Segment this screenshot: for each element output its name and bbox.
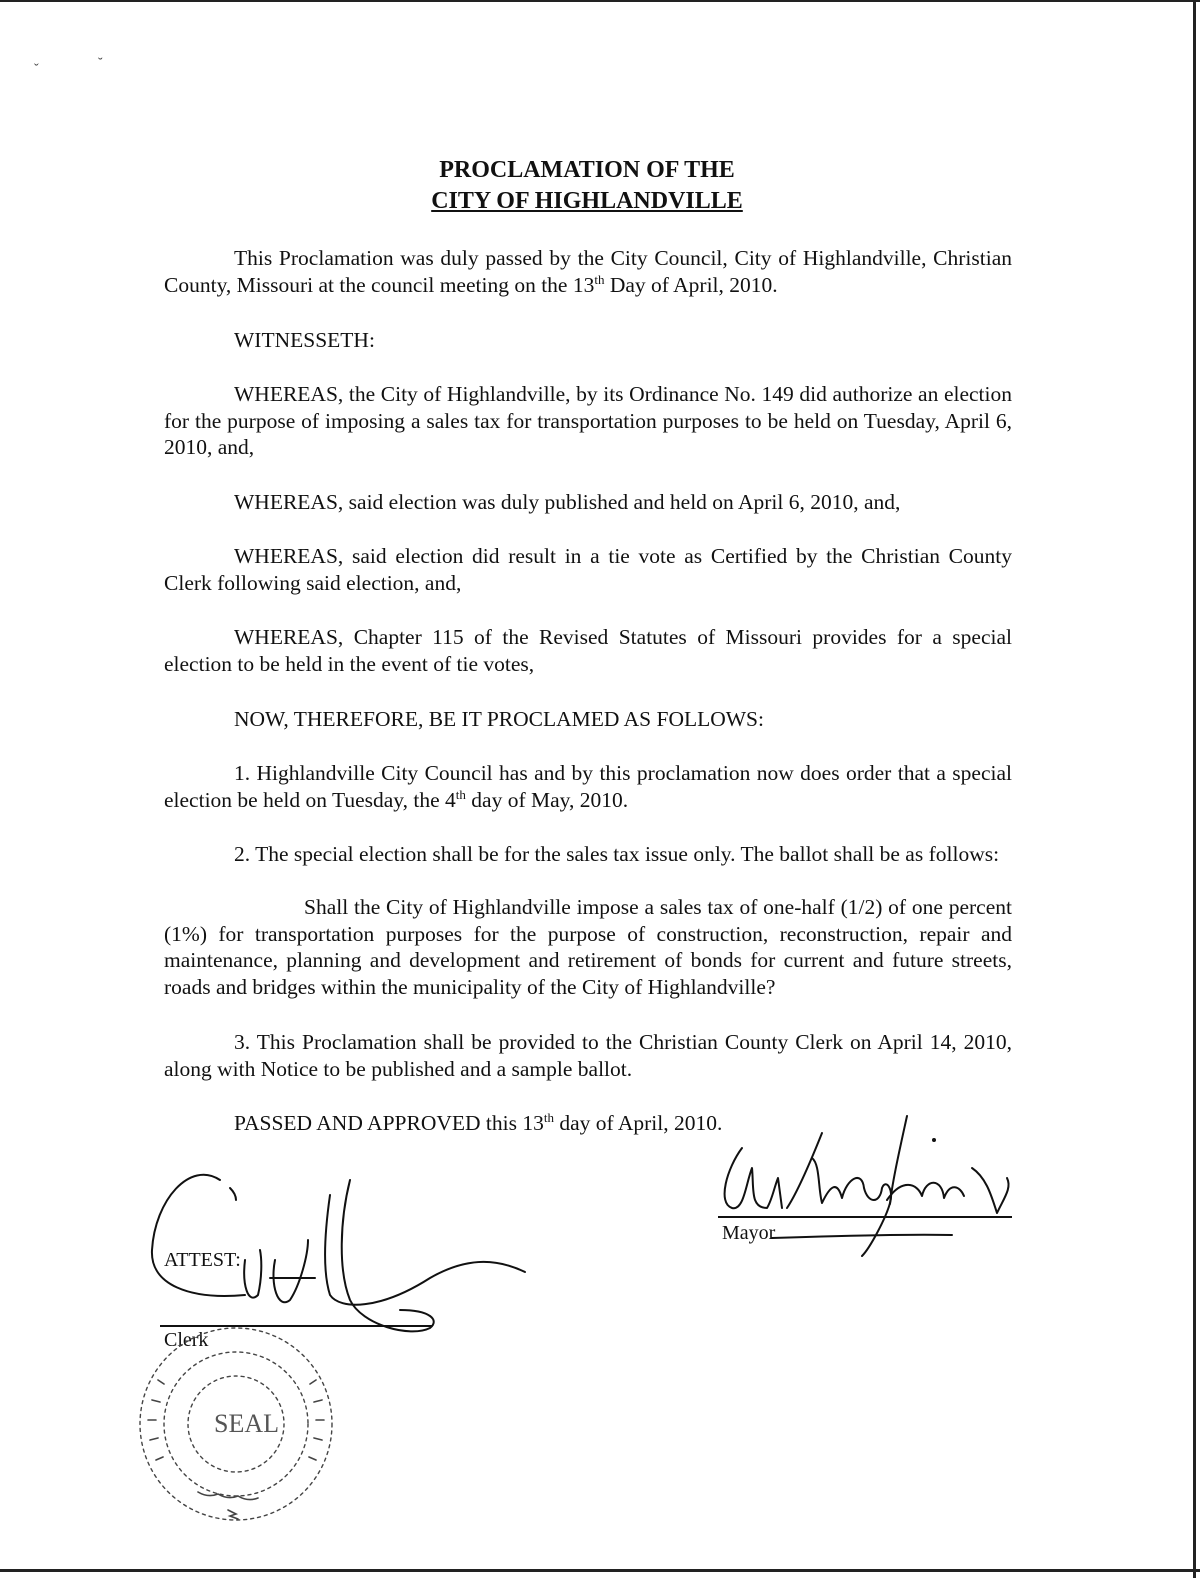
intro-text-end: Day of April, 2010. <box>604 272 778 297</box>
intro-paragraph <box>164 245 1012 298</box>
whereas-paragraph-4: WHEREAS, Chapter 115 of the Revised Statutes of Missouri provides for a special election to be held in the event of tie votes, <box>164 625 1012 676</box>
order-item-1 <box>164 760 1012 813</box>
clerk-label: Clerk <box>164 1329 209 1351</box>
order-item-1-text: 1. Highlandville City Council has and by this proclamation now does order that a special election be held on Tuesday, the 4 <box>164 761 1012 812</box>
order-item-1-text-end: day of May, 2010. <box>465 787 629 812</box>
passed-text: PASSED AND APPROVED this 13 <box>234 1111 544 1135</box>
page-edge-top <box>0 0 1200 2</box>
whereas-paragraph-3: WHEREAS, said election did result in a tie vote as Certified by the Christian County Clerk following said election, and, <box>164 544 1012 595</box>
title-line-2: CITY OF HIGHLANDVILLE <box>431 188 743 214</box>
whereas-paragraph-1: WHEREAS, the City of Highlandville, by its Ordinance No. 149 did authorize an election for the purpose of imposing a sales tax for transportation purposes to be held on Tuesday, April 6, 2010, and, <box>164 382 1012 459</box>
order-item-2: 2. The special election shall be for the sales tax issue only. The ballot shall be as follows: <box>234 842 1000 866</box>
scan-speck: ˘ <box>98 56 103 71</box>
order-item-1-ordinal-suffix: th <box>455 786 466 802</box>
city-seal-icon <box>128 1320 343 1535</box>
now-therefore-heading: NOW, THEREFORE, BE IT PROCLAMED AS FOLLOWS: <box>234 707 764 731</box>
seal-text: SEAL <box>214 1409 279 1438</box>
ballot-question: Shall the City of Highlandville impose a sales tax of one-half (1/2) of one percent (1%) for transportation purposes for the purpose of construction, reconstruction, repair and maintenance, planning and development and retirement of bonds for current and future streets, roads and bridges within the municipality of the City of Highlandville? <box>164 895 1012 999</box>
page-edge-bottom <box>0 1569 1200 1572</box>
intro-ordinal-suffix: th <box>594 271 605 287</box>
passed-ordinal-suffix: th <box>543 1110 554 1125</box>
passed-text-end: day of April, 2010. <box>553 1111 723 1135</box>
title-line-1: PROCLAMATION OF THE <box>439 157 735 183</box>
mayor-label: Mayor <box>722 1222 776 1244</box>
page-edge-right <box>1193 0 1196 1578</box>
order-item-3: 3. This Proclamation shall be provided to the Christian County Clerk on April 14, 2010, along with Notice to be published and a sample ballot. <box>164 1030 1012 1081</box>
whereas-paragraph-2: WHEREAS, said election was duly published and held on April 6, 2010, and, <box>234 490 901 514</box>
scan-speck: ˇ <box>34 62 39 77</box>
witnesseth-heading: WITNESSETH: <box>234 328 375 352</box>
mayor-signature-line <box>718 1216 1012 1218</box>
intro-text: This Proclamation was duly passed by the City Council, City of Highlandville, Christian County, Missouri at the council meeting on the 13 <box>164 246 1012 297</box>
attest-label: ATTEST: <box>164 1249 241 1271</box>
